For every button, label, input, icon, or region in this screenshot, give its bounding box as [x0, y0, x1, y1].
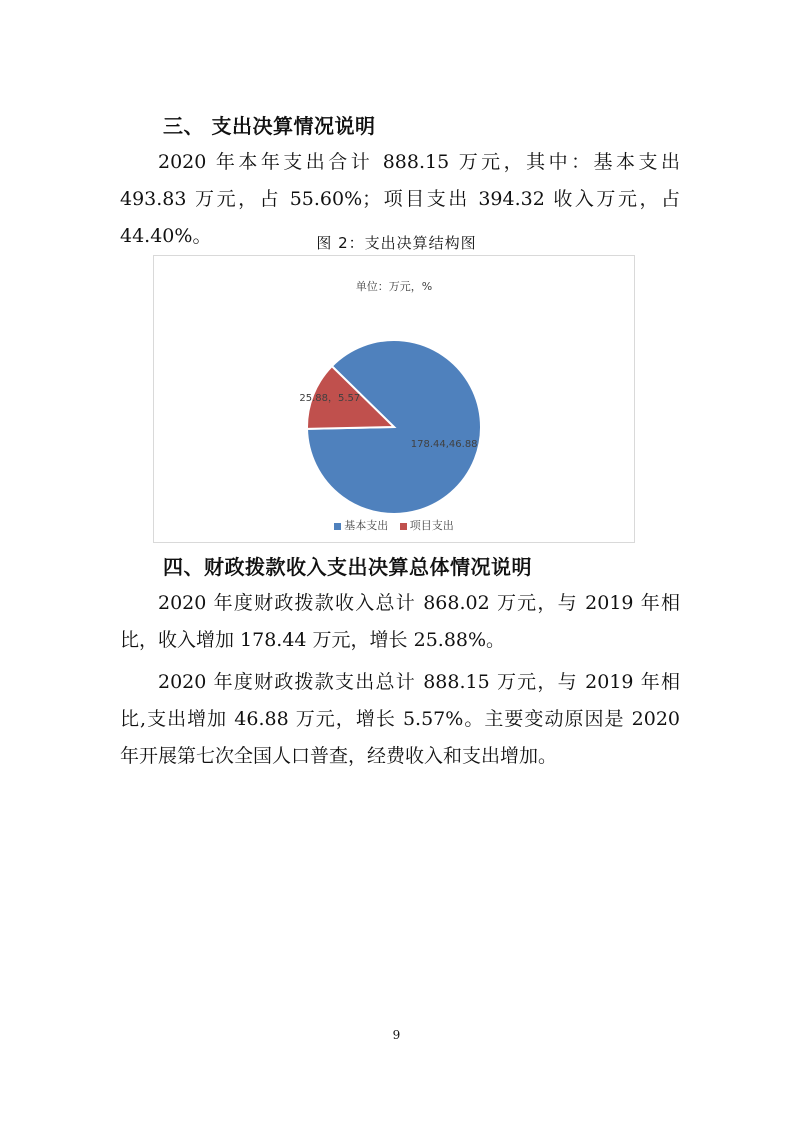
section-3-heading: 三、 支出决算情况说明	[163, 114, 376, 138]
section-4-paragraph-1: 2020 年度财政拨款收入总计 868.02 万元，与 2019 年相比，收入增加 178.44 万元，增长 25.88%。	[120, 592, 680, 651]
legend-item-project	[400, 517, 454, 533]
data-label-basic: 178.44,46.88	[410, 438, 478, 450]
pie-chart	[153, 255, 635, 543]
section-3-paragraph: 2020 年本年支出合计 888.15 万元，其中：基本支出 493.83 万元，占 55.60%；项目支出 394.32 收入万元，占 44.40%。	[120, 151, 680, 247]
figure-caption: 图 2：支出决算结构图	[316, 234, 477, 252]
chart-legend	[154, 517, 634, 533]
data-label-project: 25.88，5.57	[299, 393, 361, 405]
section-4-paragraph-2: 2020 年度财政拨款支出总计 888.15 万元，与 2019 年相比,支出增加 46.88 万元，增长 5.57%。主要变动原因是 2020 年开展第七次全国人口普查，经费收入和支出增加。	[120, 671, 680, 767]
legend-swatch-basic	[334, 523, 341, 530]
legend-swatch-project	[400, 523, 407, 530]
legend-item-basic	[334, 517, 388, 533]
chart-title: 单位：万元，%	[355, 280, 433, 293]
legend-label-project: 项目支出	[409, 519, 454, 532]
legend-label-basic: 基本支出	[344, 519, 389, 532]
page-number: 9	[392, 1028, 401, 1042]
pie-chart-canvas	[154, 256, 634, 542]
section-4-heading: 四、财政拨款收入支出决算总体情况说明	[163, 555, 532, 579]
